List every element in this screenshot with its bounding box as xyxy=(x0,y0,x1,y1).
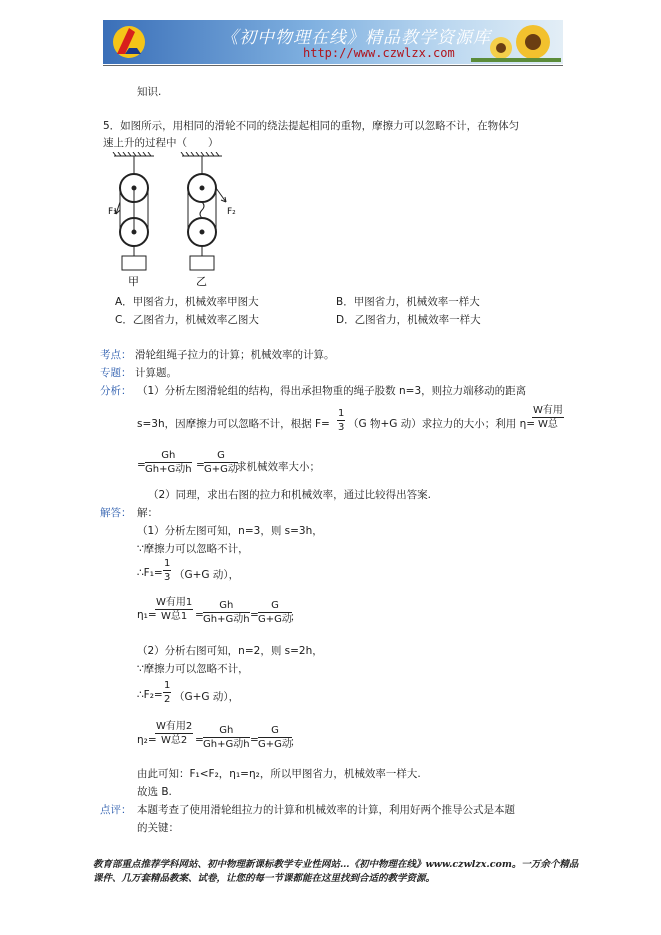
eq-sign: = xyxy=(250,734,259,746)
fraction-f2 xyxy=(163,681,171,705)
frac-den: 3 xyxy=(338,422,345,433)
fraction-eta2-g xyxy=(258,726,292,750)
fenxi-line-4: （2）同理，求出右图的拉力和机械效率，通过比较得出答案. xyxy=(148,489,432,501)
kaodian-text: 滑轮组绳子拉力的计算；机械效率的计算。 xyxy=(135,349,335,361)
frac-num: 1 xyxy=(164,680,171,691)
fraction-eta1-w xyxy=(155,598,193,622)
fraction-f1 xyxy=(163,559,171,583)
eq-sign: = xyxy=(195,734,204,746)
fraction-eta2-gh xyxy=(203,726,250,750)
question-line-2: 速上升的过程中（ ） xyxy=(103,137,219,149)
jieda-jie: 解： xyxy=(137,507,158,519)
semicolon: ； xyxy=(290,736,301,748)
fraction-eta1-g xyxy=(258,601,292,625)
fraction-eta2-w xyxy=(155,722,193,746)
site-logo-icon xyxy=(107,24,151,60)
dianping-line-2: 的关键： xyxy=(137,822,179,834)
frac-num: G xyxy=(258,726,292,738)
jieda-p2b: ∵摩擦力可以忽略不计， xyxy=(137,663,249,675)
eta2-prefix: η₂= xyxy=(137,734,157,746)
frac-den: Gh+G动h xyxy=(203,614,250,625)
figure-label-left: 甲 xyxy=(128,275,139,288)
fraction-gh xyxy=(145,451,192,475)
jieda-p1: （1）分析左图可知，n=3，则 s=3h， xyxy=(137,525,323,537)
conclusion-text: 由此可知：F₁<F₂，η₁=η₂，所以甲图省力，机械效率一样大. xyxy=(137,768,421,780)
fenxi-line-1: （1）分析左图滑轮组的结构，得出承担物重的绳子股数 n=3，则拉力端移动的距离 xyxy=(137,385,527,397)
frac-den: 2 xyxy=(164,694,171,705)
fenxi-eq-2: = xyxy=(196,459,205,471)
fraction-eta1-gh xyxy=(203,601,250,625)
f2-suffix: （G+G 动）， xyxy=(174,691,240,703)
fenxi-label: 分析： xyxy=(100,385,132,397)
f2-prefix: ∴F₂= xyxy=(137,689,163,701)
fenxi-line-2a: s=3h，因摩擦力可以忽略不计，根据 F= xyxy=(137,418,330,430)
jieda-p2: （2）分析右图可知，n=2，则 s=2h， xyxy=(137,645,323,657)
frac-den: Gh+G动h xyxy=(145,464,192,475)
jieda-label: 解答： xyxy=(100,507,132,519)
frac-num: 1 xyxy=(164,558,171,569)
pulley-diagram xyxy=(108,152,268,290)
fenxi-eq-1: = xyxy=(137,459,146,471)
kaodian-label: 考点： xyxy=(100,349,132,361)
frac-den: 3 xyxy=(164,572,171,583)
f1-suffix: （G+G 动）， xyxy=(174,569,240,581)
eta1-prefix: η₁= xyxy=(137,609,157,621)
fenxi-line-2b: （G 物+G 动）求拉力的大小；利用 η= xyxy=(348,418,536,430)
zhuanti-label: 专题： xyxy=(100,367,132,379)
fenxi-line-3b: 求机械效率大小； xyxy=(236,461,320,473)
frac-den: W总 xyxy=(538,419,558,430)
fraction-w-ratio xyxy=(532,406,564,430)
frac-num: W有用1 xyxy=(156,597,193,608)
force-f1-label: F₁ xyxy=(108,207,117,217)
jieda-p1b: ∵摩擦力可以忽略不计， xyxy=(137,543,249,555)
sunflower-image xyxy=(471,22,561,62)
frac-den: W总2 xyxy=(161,735,188,746)
header-title: 《初中物理在线》精品教学资源库 xyxy=(221,28,491,48)
frac-den: W总1 xyxy=(161,611,188,622)
header-divider xyxy=(103,65,563,66)
lead-text: 知识. xyxy=(137,86,162,98)
dianping-label: 点评： xyxy=(100,804,132,816)
frac-den: G+G动 xyxy=(258,614,292,625)
frac-num: G xyxy=(258,601,292,613)
fraction-g xyxy=(204,451,238,475)
frac-num: 1 xyxy=(338,408,345,419)
option-d: D．乙图省力，机械效率一样大 xyxy=(336,314,481,326)
semicolon: ； xyxy=(290,611,301,623)
force-f2-label: F₂ xyxy=(227,207,236,217)
footer-text: 教育部重点推荐学科网站、初中物理新课标教学专业性网站…《初中物理在线》www.czwlzx.com。一万余个精品课件、几万套精品教案、试卷，让您的每一节课都能在这里找到合适的教学资源。 xyxy=(93,859,579,884)
answer-choice: 故选 B. xyxy=(137,786,172,798)
pulley-figure xyxy=(108,152,268,290)
question-line-1: 5．如图所示，用相同的滑轮不同的绕法提起相同的重物，摩擦力可以忽略不计，在物体匀 xyxy=(103,120,520,132)
option-c: C．乙图省力，机械效率乙图大 xyxy=(115,314,259,326)
option-a: A．甲图省力，机械效率甲图大 xyxy=(115,296,259,308)
frac-den: G+G动 xyxy=(204,464,238,475)
frac-num: G xyxy=(204,451,238,463)
frac-num: W有用2 xyxy=(156,721,193,732)
header-banner xyxy=(103,20,563,64)
frac-num: Gh xyxy=(145,451,192,463)
frac-num: Gh xyxy=(203,601,250,613)
figure-label-right: 乙 xyxy=(196,275,207,288)
option-b: B．甲图省力，机械效率一样大 xyxy=(336,296,480,308)
frac-den: G+G动 xyxy=(258,739,292,750)
zhuanti-text: 计算题。 xyxy=(135,367,177,379)
header-url[interactable]: http://www.czwlzx.com xyxy=(303,46,455,60)
dianping-line-1: 本题考查了使用滑轮组拉力的计算和机械效率的计算，利用好两个推导公式是本题 xyxy=(137,804,515,816)
fraction-one-third xyxy=(337,409,345,433)
frac-num: W有用 xyxy=(533,405,563,416)
eq-sign: = xyxy=(250,609,259,621)
frac-num: Gh xyxy=(203,726,250,738)
frac-den: Gh+G动h xyxy=(203,739,250,750)
f1-prefix: ∴F₁= xyxy=(137,567,163,579)
eq-sign: = xyxy=(195,609,204,621)
